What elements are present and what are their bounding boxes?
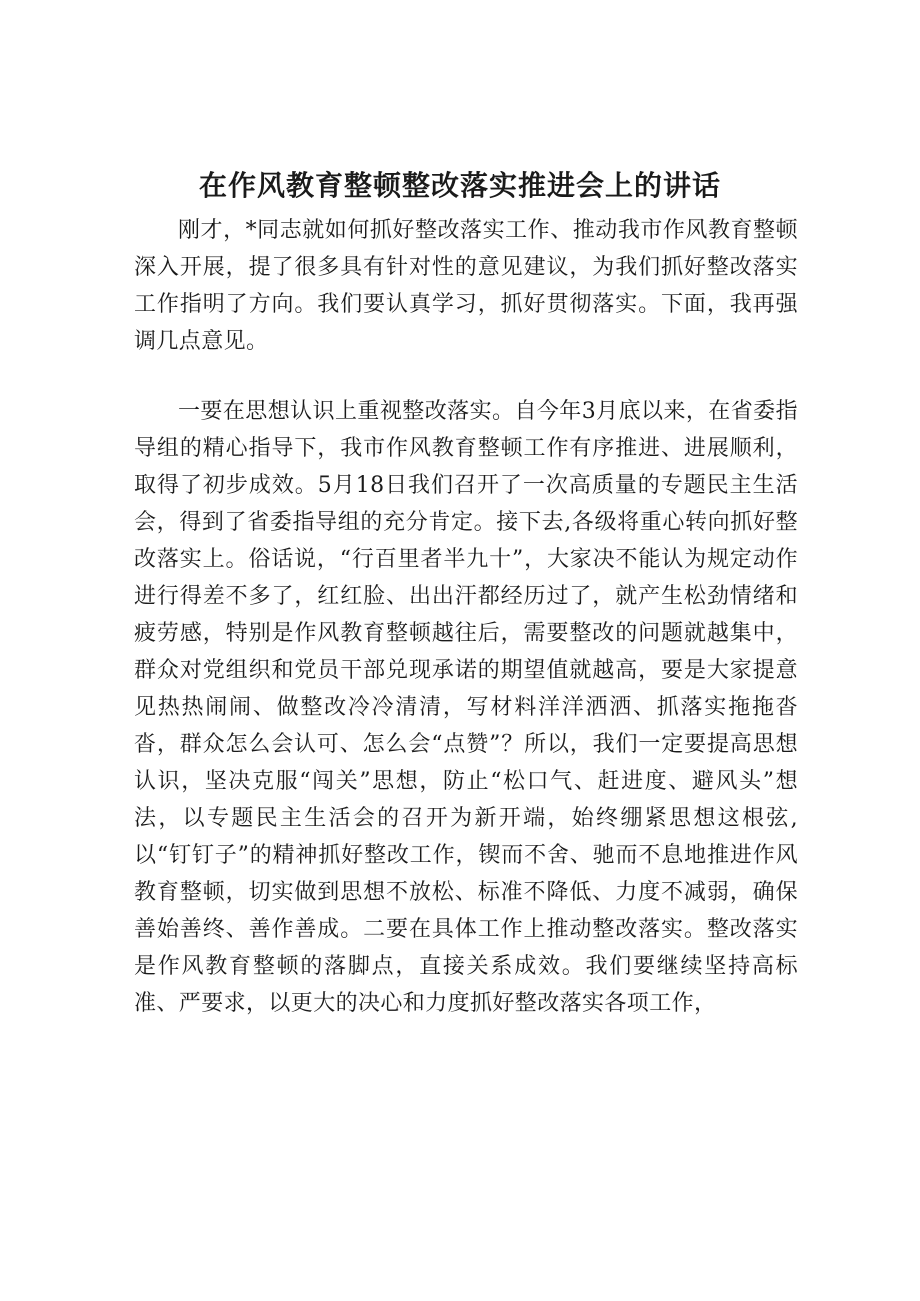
paragraph-point-one: 一要在思想认识上重视整改落实。自今年3月底以来，在省委指导组的精心指导下，我市作风教育整顿工作有序推进、进展顺利，取得了初步成效。5月18日我们召开了一次高质量的专题民主生活会，得到了省委指导组的充分肯定。接下去,各级将重心转向抓好整改落实上。俗话说，“行百里者半九十”，大家决不能认为规定动作进行得差不多了，红红脸、出出汗都经历过了，就产生松劲情绪和疲劳感，特别是作风教育整顿越往后，需要整改的问题就越集中，群众对党组织和党员干部兑现承诺的期望值就越高，要是大家提意见热热闹闹、做整改冷冷清清，写材料洋洋洒洒、抓落实拖拖沓沓，群众怎么会认可、怎么会“点赞”？所以，我们一定要提高思想认识，坚决克服“闯关”思想，防止“松口气、赶进度、避风头”想法，以专题民主生活会的召开为新开端，始终绷紧思想这根弦,以“钉钉子”的精神抓好整改工作，锲而不舍、驰而不息地推进作风教育整顿，切实做到思想不放松、标准不降低、力度不减弱，确保善始善终、善作善成。二要在具体工作上推动整改落实。整改落实是作风教育整顿的落脚点，直接关系成效。我们要继续坚持高标准、严要求，以更大的决心和力度抓好整改落实各项工作， [134,399,798,1016]
paragraph-intro: 刚才，*同志就如何抓好整改落实工作、推动我市作风教育整顿深入开展，提了很多具有针对性的意见建议，为我们抓好整改落实工作指明了方向。我们要认真学习，抓好贯彻落实。下面，我再强调几点意见。 [134,218,798,354]
document-title: 在作风教育整顿整改落实推进会上的讲话 [198,169,721,202]
